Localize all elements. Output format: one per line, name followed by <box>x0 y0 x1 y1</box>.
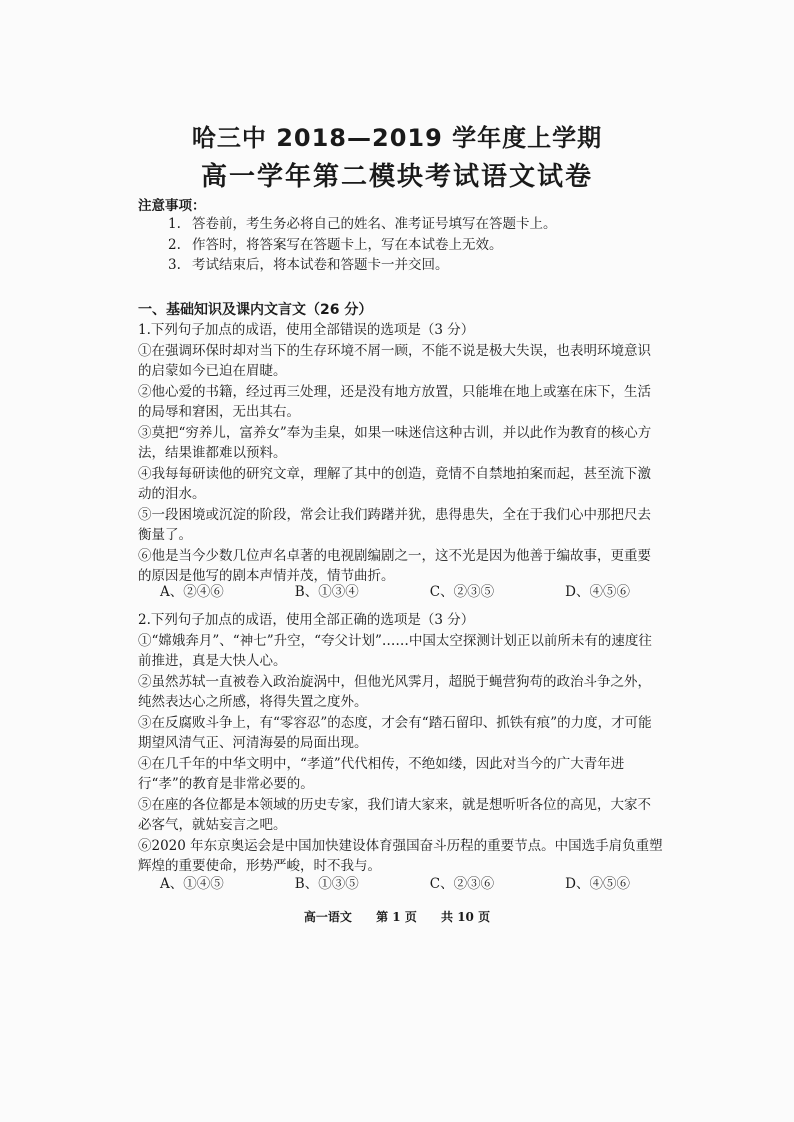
question-2-item: ③在反腐败斗争上，有“零容忍”的态度，才会有“踏石留印、抓铁有痕”的力度，才可能期望风清气正、河清海晏的局面出现。 <box>138 714 652 751</box>
notes-title: 注意事项： <box>138 198 206 214</box>
option-c: C、②③⑤ <box>429 584 495 600</box>
question-2-item: ①“嫦娥奔月”、“神七”升空，“夸父计划”……中国太空探测计划正以前所未有的速度往前推进，真是大快人心。 <box>138 632 652 669</box>
notes-list <box>168 214 648 276</box>
question-2 <box>138 610 663 877</box>
exam-title-line1: 哈三中 2018—2019 学年度上学期 <box>191 124 603 152</box>
footer-subject: 高一语文 <box>303 910 352 924</box>
question-1-item: ⑤一段困境或沉淀的阶段，常会让我们踌躇并犹，患得患失，全在于我们心中那把尺去衡量了。 <box>138 506 651 543</box>
question-1-item: ⑥他是当今少数几位声名卓著的电视剧编剧之一，这不光是因为他善于编故事，更重要的原因是他写的剧本声情并茂，情节曲折。 <box>138 547 651 584</box>
question-1 <box>138 320 663 587</box>
option-a: A、①④⑤ <box>160 876 224 892</box>
option-c: C、②③⑥ <box>429 876 495 892</box>
footer-page-total: 共 10 页 <box>441 910 491 924</box>
question-1-options <box>160 580 630 600</box>
option-b: B、①③④ <box>294 584 359 600</box>
option-d: D、④⑤⑥ <box>565 876 630 892</box>
question-1-item: ①在强调环保时却对当下的生存环境不屑一顾，不能不说是极大失误，也表明环境意识的启蒙如今已迫在眉睫。 <box>138 342 651 379</box>
question-2-item: ④在几千年的中华文明中，“孝道”代代相传，不绝如缕，因此对当今的广大青年进行“孝”的教育是非常必要的。 <box>138 755 625 792</box>
question-1-item: ④我每每研读他的研究文章，理解了其中的创造，竟情不自禁地拍案而起，甚至流下激动的泪水。 <box>138 465 651 502</box>
question-2-item: ⑥2020 年东京奥运会是中国加快建设体育强国奋斗历程的重要节点。中国选手肩负重塑辉煌的重要使命，形势严峻，时不我与。 <box>138 837 663 874</box>
question-2-title: 2.下列句子加点的成语，使用全部正确的选项是（3 分） <box>138 612 475 628</box>
footer-page-number: 第 1 页 <box>376 910 417 924</box>
question-1-title: 1.下列句子加点的成语，使用全部错误的选项是（3 分） <box>138 322 475 338</box>
note-item: 1. 答卷前，考生务必将自己的姓名、准考证号填写在答题卡上。 <box>168 216 557 232</box>
option-d: D、④⑤⑥ <box>565 584 630 600</box>
option-a: A、②④⑥ <box>160 584 224 600</box>
note-item: 3. 考试结束后，将本试卷和答题卡一并交回。 <box>168 257 449 273</box>
exam-title-line2: 高一学年第二模块考试语文试卷 <box>200 162 593 192</box>
page-footer <box>0 908 794 925</box>
option-b: B、①③⑤ <box>294 876 359 892</box>
note-item: 2. 作答时，将答案写在答题卡上，写在本试卷上无效。 <box>168 236 503 253</box>
section-heading: 一、基础知识及课内文言文（26 分） <box>138 302 373 318</box>
question-2-item: ⑤在座的各位都是本领域的历史专家，我们请大家来，就是想听听各位的高见，大家不必客气，就姑妄言之吧。 <box>138 796 651 833</box>
question-1-item: ②他心爱的书籍，经过再三处理，还是没有地方放置，只能堆在地上或塞在床下，生活的局辱和窘困，无出其右。 <box>138 383 651 420</box>
question-2-options <box>160 872 630 892</box>
question-1-item: ③莫把“穷养儿，富养女”奉为圭臬，如果一味迷信这种古训，并以此作为教育的核心方法，结果谁都难以预料。 <box>138 424 652 461</box>
question-2-item: ②虽然苏轼一直被卷入政治旋涡中，但他光风霁月，超脱于蝇营狗苟的政治斗争之外，纯然表达心之所感，将得失置之度外。 <box>138 673 651 710</box>
